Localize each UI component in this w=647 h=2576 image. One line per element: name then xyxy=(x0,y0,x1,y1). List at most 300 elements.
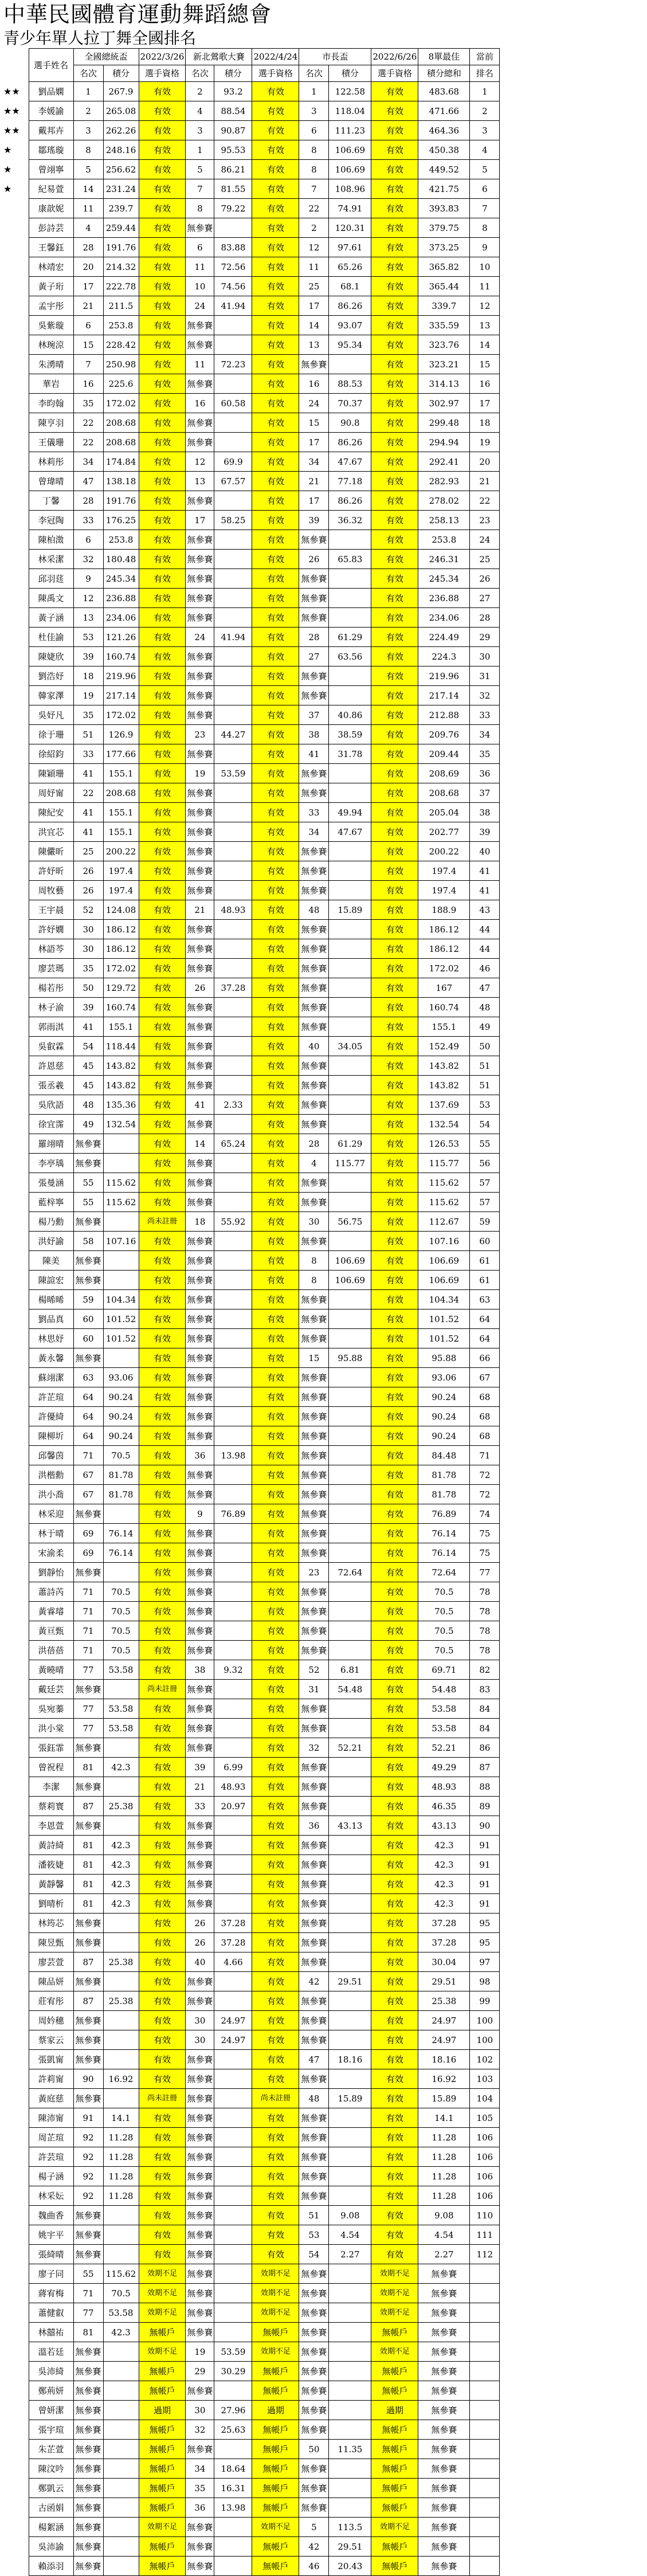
comp1-status-cell: 有效 xyxy=(139,1621,186,1641)
comp3-points-cell: 120.31 xyxy=(329,218,371,238)
comp2-status-cell: 有效 xyxy=(252,199,299,218)
comp2-points-cell xyxy=(214,413,252,433)
athlete-name-cell: 劉晴析 xyxy=(29,1894,73,1914)
comp1-points-cell xyxy=(103,1134,139,1154)
comp2-rank-cell: 無參賽 xyxy=(186,939,214,959)
athlete-name-cell: 陳美 xyxy=(29,1251,73,1271)
comp2-points-cell xyxy=(214,1017,252,1037)
table-row xyxy=(2,101,500,121)
athlete-name-cell: 鄭荊妍 xyxy=(29,2381,73,2401)
comp2-rank-cell: 無參賽 xyxy=(186,1271,214,1290)
current-rank-cell: 43 xyxy=(470,900,500,920)
best-total-cell: 132.54 xyxy=(418,1115,470,1134)
comp3-status-cell: 有效 xyxy=(371,2030,418,2050)
best-total-cell: 無參賽 xyxy=(418,2459,470,2479)
best-total-cell: 81.78 xyxy=(418,1465,470,1485)
stars-cell xyxy=(2,413,29,433)
athlete-name-cell: 古函娟 xyxy=(29,2498,73,2518)
comp1-status-cell: 有效 xyxy=(139,608,186,628)
comp3-rank-cell: 17 xyxy=(299,491,329,511)
best-total-cell: 無參賽 xyxy=(418,2537,470,2557)
comp1-points-cell: 191.76 xyxy=(103,238,139,257)
athlete-name-cell: 洪妤諭 xyxy=(29,1232,73,1251)
comp3-rank-cell: 40 xyxy=(299,1037,329,1056)
stars-cell xyxy=(2,1738,29,1758)
comp1-rank-cell: 20 xyxy=(73,257,103,277)
comp2-points-cell: 20.97 xyxy=(214,1797,252,1816)
athlete-name-cell: 張綺晴 xyxy=(29,2245,73,2264)
stars-cell xyxy=(2,1251,29,1271)
current-rank-cell: 57 xyxy=(470,1173,500,1193)
comp3-status-cell: 有效 xyxy=(371,472,418,491)
comp3-status-cell: 有效 xyxy=(371,1017,418,1037)
comp1-points-cell xyxy=(103,2557,139,2576)
comp1-rank-cell: 無參賽 xyxy=(73,1134,103,1154)
comp2-rank-cell: 無參賽 xyxy=(186,744,214,764)
best-total-cell: 37.28 xyxy=(418,1933,470,1952)
comp1-rank-cell: 無參賽 xyxy=(73,2030,103,2050)
comp2-rank-cell: 無參賽 xyxy=(186,647,214,666)
stars-cell xyxy=(2,589,29,608)
comp2-points-cell: 6.99 xyxy=(214,1758,252,1777)
comp3-rank-cell: 11 xyxy=(299,257,329,277)
comp1-rank-cell: 50 xyxy=(73,978,103,998)
comp1-points-cell: 129.72 xyxy=(103,978,139,998)
athlete-name-cell: 陳穎珊 xyxy=(29,764,73,783)
comp3-points-cell xyxy=(329,686,371,705)
table-row xyxy=(2,2459,500,2479)
comp1-status-cell: 有效 xyxy=(139,2167,186,2186)
current-rank-cell: 12 xyxy=(470,296,500,316)
comp3-status-cell: 有效 xyxy=(371,121,418,140)
comp3-rank-cell: 53 xyxy=(299,2225,329,2245)
comp3-points-cell xyxy=(329,1387,371,1407)
stars-cell xyxy=(2,2401,29,2420)
comp2-rank-cell: 30 xyxy=(186,2030,214,2050)
comp2-points-cell xyxy=(214,1485,252,1504)
comp2-points-cell xyxy=(214,316,252,335)
athlete-name-cell: 朱芷萱 xyxy=(29,2440,73,2459)
comp3-rank-cell: 無參賽 xyxy=(299,608,329,628)
comp2-points-cell xyxy=(214,1972,252,1991)
comp1-status-cell: 有效 xyxy=(139,1582,186,1602)
comp1-points-cell: 42.3 xyxy=(103,1836,139,1855)
comp1-rank-cell: 無參賽 xyxy=(73,2206,103,2225)
table-row xyxy=(2,861,500,881)
table-row xyxy=(2,2069,500,2089)
best-total-cell: 245.34 xyxy=(418,569,470,589)
comp2-rank-cell: 無參賽 xyxy=(186,1056,214,1076)
comp3-points-cell: 90.8 xyxy=(329,413,371,433)
comp3-rank-cell: 32 xyxy=(299,1738,329,1758)
table-row xyxy=(2,257,500,277)
comp2-points-cell xyxy=(214,2206,252,2225)
stars-cell xyxy=(2,1914,29,1933)
comp3-status-cell: 有效 xyxy=(371,1875,418,1894)
athlete-name-cell: 邱馨茵 xyxy=(29,1446,73,1465)
comp3-rank-cell: 無參賽 xyxy=(299,569,329,589)
comp2-rank-cell: 2 xyxy=(186,82,214,101)
comp3-rank-cell: 48 xyxy=(299,2089,329,2108)
comp2-rank-cell: 無參賽 xyxy=(186,2537,214,2557)
comp3-rank-cell: 14 xyxy=(299,316,329,335)
comp1-status-cell: 有效 xyxy=(139,2108,186,2128)
table-row xyxy=(2,472,500,491)
comp1-status-cell: 有效 xyxy=(139,861,186,881)
best-total-cell: 76.14 xyxy=(418,1524,470,1543)
comp3-status-cell: 有效 xyxy=(371,861,418,881)
current-rank-cell: 98 xyxy=(470,1972,500,1991)
comp2-points-cell xyxy=(214,2557,252,2576)
comp2-status-cell: 有效 xyxy=(252,569,299,589)
current-rank-cell: 56 xyxy=(470,1154,500,1173)
comp1-rank-cell: 33 xyxy=(73,511,103,530)
athlete-name-cell: 劉品真 xyxy=(29,1309,73,1329)
comp1-rank-cell: 1 xyxy=(73,82,103,101)
comp2-rank-cell: 無參賽 xyxy=(186,822,214,842)
current-rank-cell: 83 xyxy=(470,1680,500,1699)
stars-cell xyxy=(2,705,29,725)
comp3-rank-cell: 無參賽 xyxy=(299,2420,329,2440)
comp3-points-cell: 9.08 xyxy=(329,2206,371,2225)
comp3-status-cell: 有效 xyxy=(371,1855,418,1875)
comp2-points-cell: 18.64 xyxy=(214,2459,252,2479)
comp2-points-cell: 83.88 xyxy=(214,238,252,257)
comp2-status-cell: 有效 xyxy=(252,1076,299,1095)
table-row xyxy=(2,628,500,647)
comp1-points-cell: 25.38 xyxy=(103,1991,139,2011)
best-total-cell: 90.24 xyxy=(418,1426,470,1446)
comp1-rank-cell: 59 xyxy=(73,1290,103,1309)
comp1-points-cell: 143.82 xyxy=(103,1056,139,1076)
current-rank-cell: 53 xyxy=(470,1095,500,1115)
comp3-points-cell: 18.16 xyxy=(329,2050,371,2069)
comp3-rank-cell: 12 xyxy=(299,238,329,257)
comp1-rank-cell: 45 xyxy=(73,1076,103,1095)
athlete-name-cell: 潘筱婕 xyxy=(29,1855,73,1875)
comp1-status-cell: 有效 xyxy=(139,413,186,433)
best-total-cell: 160.74 xyxy=(418,998,470,1017)
stars-cell xyxy=(2,1836,29,1855)
comp1-status-cell: 效期不足 xyxy=(139,2303,186,2323)
comp2-rank-cell: 無參賽 xyxy=(186,1972,214,1991)
current-rank-cell: 2 xyxy=(470,101,500,121)
comp2-points-cell xyxy=(214,530,252,550)
comp3-rank-cell: 無參賽 xyxy=(299,1777,329,1797)
comp1-rank-cell: 無參賽 xyxy=(73,2362,103,2381)
comp2-points-cell xyxy=(214,939,252,959)
comp3-status-cell: 有效 xyxy=(371,959,418,978)
athlete-name-cell: 張宇瑄 xyxy=(29,2420,73,2440)
comp3-status-cell: 有效 xyxy=(371,900,418,920)
comp1-rank-cell: 26 xyxy=(73,881,103,900)
table-row xyxy=(2,2011,500,2030)
current-rank-cell: 6 xyxy=(470,179,500,199)
comp3-status-cell: 有效 xyxy=(371,296,418,316)
current-rank-cell: 28 xyxy=(470,608,500,628)
comp1-status-cell: 無帳戶 xyxy=(139,2440,186,2459)
current-rank-cell: 112 xyxy=(470,2245,500,2264)
comp1-points-cell: 256.62 xyxy=(103,160,139,179)
stars-cell xyxy=(2,1602,29,1621)
comp3-points-cell xyxy=(329,1543,371,1563)
comp3-status-cell: 無帳戶 xyxy=(371,2537,418,2557)
stars-cell xyxy=(2,2225,29,2245)
table-row xyxy=(2,2557,500,2576)
comp3-rank-cell: 28 xyxy=(299,628,329,647)
comp1-status-cell: 尚未註冊 xyxy=(139,1680,186,1699)
table-row xyxy=(2,2401,500,2420)
comp3-rank-cell: 8 xyxy=(299,140,329,160)
athlete-name-cell: 蕭健叡 xyxy=(29,2303,73,2323)
athlete-name-cell: 莊宥彤 xyxy=(29,1991,73,2011)
athlete-name-cell: 朱湧晴 xyxy=(29,355,73,374)
comp2-status-cell: 有效 xyxy=(252,842,299,861)
best-total-cell: 335.59 xyxy=(418,316,470,335)
comp3-status-cell: 有效 xyxy=(371,647,418,666)
comp3-rank-cell: 8 xyxy=(299,160,329,179)
table-row xyxy=(2,2167,500,2186)
comp3-rank-cell: 無參賽 xyxy=(299,939,329,959)
comp3-rank-cell: 無參賽 xyxy=(299,1875,329,1894)
comp3-rank-cell: 無參賽 xyxy=(299,1836,329,1855)
comp1-status-cell: 有效 xyxy=(139,1660,186,1680)
comp2-points-cell: 4.66 xyxy=(214,1952,252,1972)
comp3-rank-cell: 16 xyxy=(299,374,329,394)
best-total-cell: 126.53 xyxy=(418,1134,470,1154)
comp3-status-cell: 有效 xyxy=(371,1758,418,1777)
comp1-status-cell: 有效 xyxy=(139,2186,186,2206)
comp2-rank-cell: 無參賽 xyxy=(186,2186,214,2206)
comp2-status-cell: 有效 xyxy=(252,2245,299,2264)
athlete-name-cell: 許妤昕 xyxy=(29,861,73,881)
comp1-points-cell xyxy=(103,1933,139,1952)
current-rank-cell: 51 xyxy=(470,1076,500,1095)
comp3-rank-cell: 無參賽 xyxy=(299,2323,329,2342)
comp2-points-cell xyxy=(214,2245,252,2264)
table-row xyxy=(2,1543,500,1563)
comp2-points-cell: 67.57 xyxy=(214,472,252,491)
comp3-status-cell: 有效 xyxy=(371,413,418,433)
comp1-points-cell: 217.14 xyxy=(103,686,139,705)
comp1-points-cell xyxy=(103,2245,139,2264)
comp3-status-cell: 有效 xyxy=(371,783,418,803)
comp2-status-cell: 無帳戶 xyxy=(252,2498,299,2518)
athlete-name-cell: 陳禹文 xyxy=(29,589,73,608)
table-row xyxy=(2,218,500,238)
comp1-points-cell: 228.42 xyxy=(103,335,139,355)
current-rank-cell: 36 xyxy=(470,764,500,783)
current-rank-cell: 104 xyxy=(470,2089,500,2108)
comp3-status-cell: 有效 xyxy=(371,433,418,452)
comp2-status-cell: 有效 xyxy=(252,2128,299,2147)
comp1-status-cell: 有效 xyxy=(139,1173,186,1193)
comp2-status-cell: 有效 xyxy=(252,2011,299,2030)
comp3-status-cell: 有效 xyxy=(371,1563,418,1582)
comp2-status-cell: 有效 xyxy=(252,1972,299,1991)
table-row xyxy=(2,1875,500,1894)
best-total-cell: 無參賽 xyxy=(418,2284,470,2303)
comp1-status-cell: 有效 xyxy=(139,160,186,179)
best-total-cell: 186.12 xyxy=(418,920,470,939)
comp2-points-cell xyxy=(214,1348,252,1368)
comp2-rank-cell: 無參賽 xyxy=(186,881,214,900)
comp1-rank-cell: 18 xyxy=(73,666,103,686)
comp3-rank-cell: 17 xyxy=(299,296,329,316)
comp1-rank-cell: 87 xyxy=(73,1952,103,1972)
current-rank-cell: 19 xyxy=(470,433,500,452)
comp3-points-cell xyxy=(329,1621,371,1641)
table-row xyxy=(2,1816,500,1836)
athlete-name-cell: 王儀珊 xyxy=(29,433,73,452)
comp3-rank-cell: 無參賽 xyxy=(299,589,329,608)
best-total-cell: 42.3 xyxy=(418,1875,470,1894)
comp3-status-cell: 有效 xyxy=(371,1037,418,1056)
comp3-points-cell: 70.37 xyxy=(329,394,371,413)
athlete-name-cell: 林筠芯 xyxy=(29,1914,73,1933)
comp1-points-cell: 16.92 xyxy=(103,2069,139,2089)
table-row xyxy=(2,1465,500,1485)
stars-cell xyxy=(2,472,29,491)
comp1-rank-cell: 52 xyxy=(73,900,103,920)
stars-cell xyxy=(2,2050,29,2069)
comp1-points-cell: 208.68 xyxy=(103,413,139,433)
table-row xyxy=(2,1056,500,1076)
current-rank-cell: 88 xyxy=(470,1777,500,1797)
comp1-points-cell: 42.3 xyxy=(103,1855,139,1875)
stars-cell xyxy=(2,2186,29,2206)
current-rank-cell xyxy=(470,2518,500,2537)
comp3-points-cell: 6.81 xyxy=(329,1660,371,1680)
comp2-points-cell xyxy=(214,1621,252,1641)
comp1-status-cell: 尚未註冊 xyxy=(139,2089,186,2108)
comp2-status-cell: 無帳戶 xyxy=(252,2459,299,2479)
comp2-rank-cell: 33 xyxy=(186,1797,214,1816)
comp2-status-cell: 有效 xyxy=(252,238,299,257)
comp3-points-cell xyxy=(329,1699,371,1719)
table-row xyxy=(2,1952,500,1972)
stars-cell xyxy=(2,530,29,550)
comp1-rank-cell: 無參賽 xyxy=(73,1933,103,1952)
current-rank-cell xyxy=(470,2557,500,2576)
comp2-rank-cell: 4 xyxy=(186,101,214,121)
athlete-name-cell: 張鈺霏 xyxy=(29,1738,73,1758)
comp1-rank-cell: 35 xyxy=(73,959,103,978)
current-rank-cell: 78 xyxy=(470,1621,500,1641)
stars-cell xyxy=(2,1446,29,1465)
stars-cell xyxy=(2,1134,29,1154)
comp2-points-cell xyxy=(214,1426,252,1446)
current-rank-cell: 51 xyxy=(470,1056,500,1076)
comp2-points-cell xyxy=(214,2264,252,2284)
comp3-rank-cell: 36 xyxy=(299,1816,329,1836)
comp1-rank-cell: 47 xyxy=(73,472,103,491)
comp1-status-cell: 有效 xyxy=(139,491,186,511)
athlete-name-cell: 姚宇平 xyxy=(29,2225,73,2245)
comp3-rank-cell: 52 xyxy=(299,1660,329,1680)
points-col-header: 積分 xyxy=(214,65,252,82)
stars-cell xyxy=(2,2147,29,2167)
comp3-rank-cell: 無參賽 xyxy=(299,2167,329,2186)
athlete-name-cell: 林采潔 xyxy=(29,550,73,569)
stars-cell xyxy=(2,666,29,686)
comp1-status-cell: 無帳戶 xyxy=(139,2420,186,2440)
best-total-cell: 208.68 xyxy=(418,783,470,803)
comp2-status-cell: 有效 xyxy=(252,2147,299,2167)
comp3-status-cell: 有效 xyxy=(371,1446,418,1465)
comp2-points-cell xyxy=(214,861,252,881)
comp2-points-cell: 65.24 xyxy=(214,1134,252,1154)
comp1-rank-cell: 41 xyxy=(73,764,103,783)
comp2-rank-cell: 無參賽 xyxy=(186,920,214,939)
comp1-points-cell: 259.44 xyxy=(103,218,139,238)
athlete-name-cell: 宋渝柔 xyxy=(29,1543,73,1563)
stars-cell xyxy=(2,1193,29,1212)
comp3-status-cell: 有效 xyxy=(371,1972,418,1991)
comp1-rank-cell: 54 xyxy=(73,1037,103,1056)
comp3-points-cell: 20.43 xyxy=(329,2557,371,2576)
comp1-rank-cell: 3 xyxy=(73,121,103,140)
total-col-header: 積分總和 xyxy=(418,65,470,82)
comp3-status-cell: 有效 xyxy=(371,82,418,101)
comp3-rank-cell: 24 xyxy=(299,394,329,413)
comp2-rank-cell: 26 xyxy=(186,1933,214,1952)
comp1-points-cell: 155.1 xyxy=(103,764,139,783)
comp2-points-cell xyxy=(214,1738,252,1758)
comp2-points-cell xyxy=(214,783,252,803)
stars-cell: ★ xyxy=(3,183,12,194)
comp1-rank-cell: 無參賽 xyxy=(73,1271,103,1290)
comp3-rank-cell: 7 xyxy=(299,179,329,199)
comp3-status-cell: 有效 xyxy=(371,764,418,783)
athlete-name-cell: 吳紫璇 xyxy=(29,316,73,335)
comp2-points-cell xyxy=(214,2225,252,2245)
comp1-rank-cell: 91 xyxy=(73,2108,103,2128)
comp3-points-cell: 43.13 xyxy=(329,1816,371,1836)
athlete-name-cell: 黃庭慈 xyxy=(29,2089,73,2108)
current-rank-cell: 41 xyxy=(470,861,500,881)
athlete-name-cell: 戴廷芸 xyxy=(29,1680,73,1699)
stars-cell xyxy=(2,569,29,589)
comp1-points-cell: 225.6 xyxy=(103,374,139,394)
best-total-cell: 11.28 xyxy=(418,2167,470,2186)
comp2-status-cell: 效期不足 xyxy=(252,2518,299,2537)
athlete-name-cell: 林靖宏 xyxy=(29,257,73,277)
comp1-points-cell: 155.1 xyxy=(103,822,139,842)
comp2-points-cell xyxy=(214,2089,252,2108)
comp1-rank-cell: 39 xyxy=(73,998,103,1017)
comp2-points-cell xyxy=(214,335,252,355)
comp3-rank-cell: 無參賽 xyxy=(299,842,329,861)
comp3-rank-cell: 無參賽 xyxy=(299,959,329,978)
table-row xyxy=(2,2089,500,2108)
comp3-rank-cell: 無參賽 xyxy=(299,1387,329,1407)
best-total-cell: 69.71 xyxy=(418,1660,470,1680)
best-total-cell: 282.93 xyxy=(418,472,470,491)
stars-cell xyxy=(2,2167,29,2186)
comp1-points-cell: 70.5 xyxy=(103,1621,139,1641)
comp2-rank-cell: 無參賽 xyxy=(186,2206,214,2225)
comp3-rank-cell: 無參賽 xyxy=(299,1076,329,1095)
comp3-rank-cell: 無參賽 xyxy=(299,861,329,881)
stars-cell xyxy=(2,2011,29,2030)
table-row xyxy=(2,1894,500,1914)
comp1-points-cell: 155.1 xyxy=(103,1017,139,1037)
comp2-points-cell xyxy=(214,1329,252,1348)
comp1-points-cell: 253.8 xyxy=(103,316,139,335)
stars-cell xyxy=(2,2284,29,2303)
athlete-name-cell: 溫若廷 xyxy=(29,2342,73,2362)
